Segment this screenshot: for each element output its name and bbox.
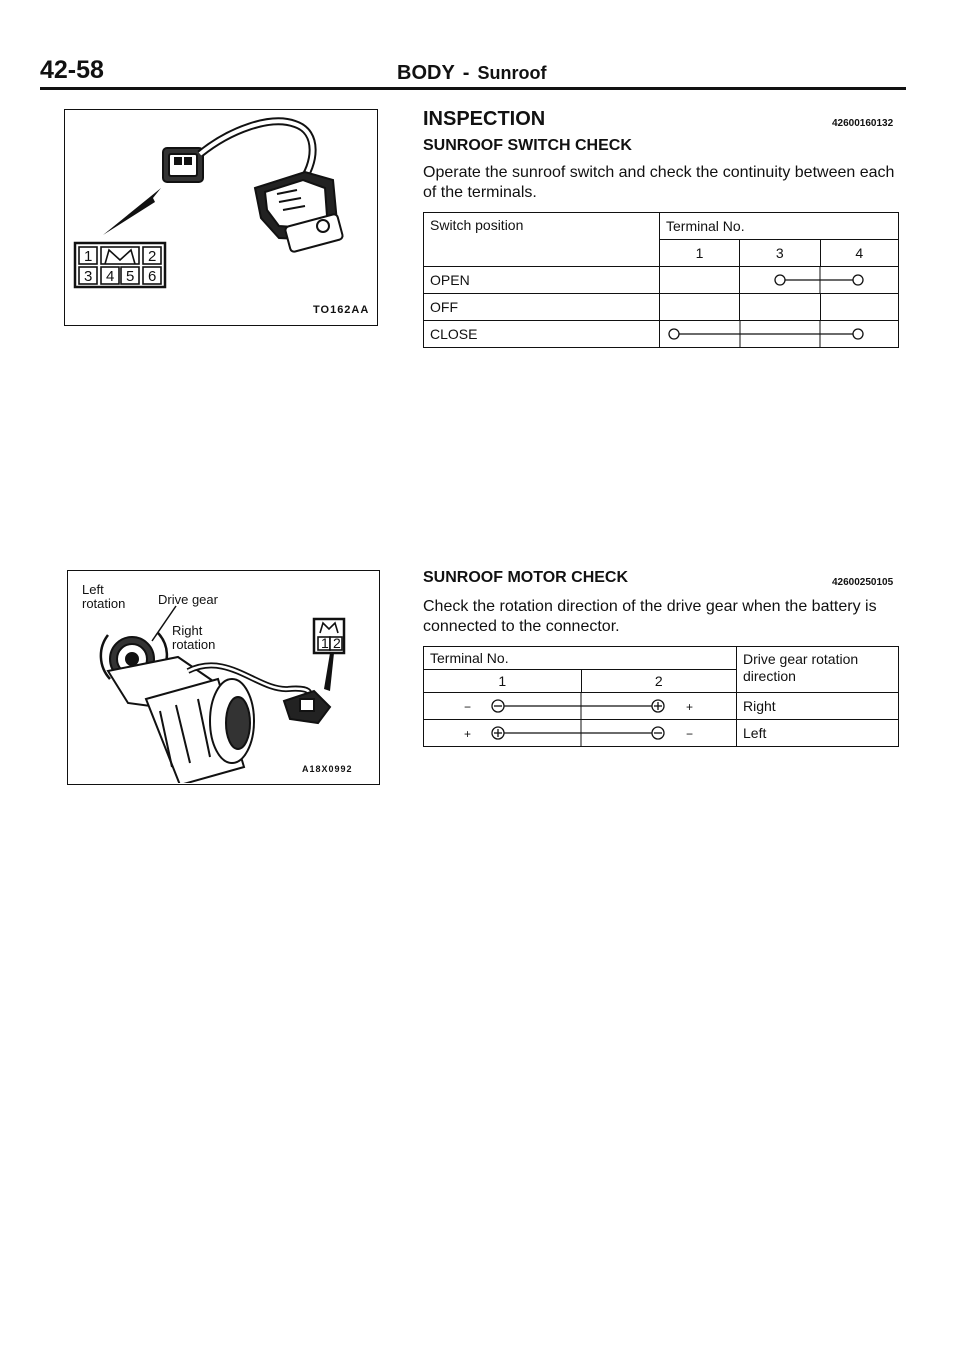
row-position: CLOSE [424, 321, 660, 348]
switch-check-text: Operate the sunroof switch and check the continuity between each of the terminals. [423, 164, 895, 201]
polarity-row-right [424, 693, 737, 720]
left-label-line2: rotation [82, 596, 126, 611]
connector-plug [163, 148, 203, 182]
inspection-heading: INSPECTION [423, 108, 546, 130]
right-label-line1: Right [172, 623, 203, 638]
direction-right: Right [737, 693, 899, 720]
terminal-header: 4 [820, 240, 899, 267]
continuity-cell [660, 267, 740, 294]
subsection-name: Sunroof [477, 63, 547, 83]
connector-pin-diagram [314, 619, 344, 653]
col-terminal-no: Terminal No. [660, 213, 899, 240]
continuity-3-4 [740, 267, 899, 294]
row-position: OFF [424, 294, 660, 321]
pin-label: 3 [84, 268, 93, 285]
motor-check-table [423, 646, 899, 747]
pin-label: 4 [106, 268, 115, 285]
page-title [397, 62, 546, 85]
figure-code: A18X0992 [302, 764, 353, 774]
col-switch-position: Switch position [424, 213, 660, 267]
header-rule [40, 87, 906, 90]
terminal-2-polarity: − [686, 727, 694, 741]
motor-body [108, 657, 254, 783]
pin-label: 2 [333, 635, 341, 651]
pointer-arrow [324, 653, 334, 691]
pointer-arrow [103, 188, 161, 235]
continuity-1-4 [660, 321, 899, 348]
switch-check-heading: SUNROOF SWITCH CHECK [423, 137, 632, 154]
switch-connector-illustration [65, 110, 376, 324]
terminal-header: 1 [660, 240, 740, 267]
inspection-code: 42600160132 [832, 118, 894, 129]
motor-connector [284, 691, 330, 723]
terminal-header: 2 [581, 670, 737, 693]
motor-illustration [68, 571, 378, 783]
terminal-1-polarity: + [464, 727, 472, 741]
terminal-1-polarity: − [464, 700, 472, 714]
drive-gear-label: Drive gear [158, 592, 218, 607]
row-position: OPEN [424, 267, 660, 294]
switch-connector-figure [64, 109, 378, 326]
pin-label: 1 [84, 248, 93, 265]
terminal-2-polarity: + [686, 700, 694, 714]
page-number: 42-58 [40, 56, 104, 84]
title-separator: - [462, 62, 470, 84]
pin-label: 6 [148, 268, 157, 285]
pin-label: 5 [126, 268, 135, 285]
motor-check-heading: SUNROOF MOTOR CHECK [423, 569, 629, 586]
col-terminal-no: Terminal No. [424, 647, 737, 670]
continuity-cell [660, 294, 740, 321]
direction-left: Left [737, 720, 899, 747]
motor-check-code: 42600250105 [832, 577, 894, 588]
terminal-header: 3 [740, 240, 821, 267]
polarity-row-left [424, 720, 737, 747]
right-label-line2: rotation [172, 637, 216, 652]
continuity-cell [820, 294, 899, 321]
terminal-header: 1 [424, 670, 582, 693]
switch-check-table [423, 212, 899, 348]
wire-harness [200, 121, 313, 182]
left-label-line1: Left [82, 582, 104, 597]
pin-label: 1 [321, 635, 329, 651]
pin-label: 2 [148, 248, 157, 265]
motor-check-text: Check the rotation direction of the drive gear when the battery is connected to the connector. [423, 598, 877, 635]
continuity-cell [740, 294, 821, 321]
figure-code: TO162AA [313, 304, 370, 316]
col-drive-direction: Drive gear rotation direction [737, 647, 899, 693]
connector-pin-diagram [75, 243, 165, 287]
section-name: BODY [397, 62, 455, 84]
motor-figure [67, 570, 380, 785]
switch-body [255, 172, 343, 253]
